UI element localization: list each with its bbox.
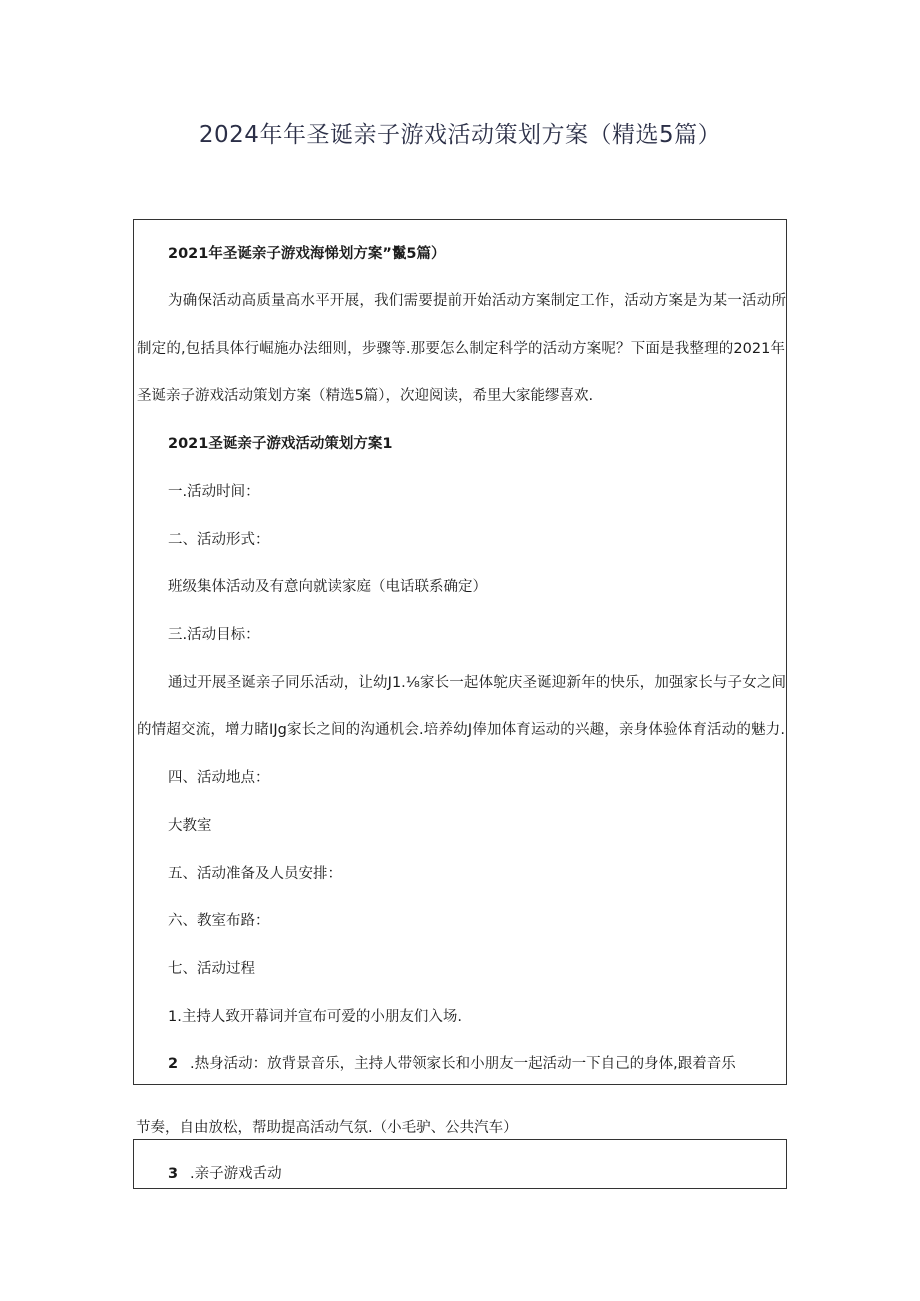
plan-heading: 2021圣诞亲子游戏活动策划方案1 <box>168 436 393 452</box>
process-step-2 <box>168 1054 736 1074</box>
process-step-3-number: 3 <box>168 1166 179 1182</box>
process-step-1: 1.主持人致开幕词并宣布可爱的小朋友们入场. <box>168 1009 462 1025</box>
intro-paragraph-line-2: 制定的,包括具体行崛施办法细则，步骤等.那要怎么制定科学的活动方案呢？下面是我整理的2021年 <box>137 341 785 357</box>
document-subtitle: 2021年圣诞亲子游戏海悌划方案”鬣5篇） <box>168 246 446 262</box>
section-heading-time: 一.活动时间： <box>168 484 260 500</box>
content-box <box>133 219 787 1085</box>
section-heading-layout: 六、教室布路： <box>168 913 270 929</box>
content-box-continued <box>133 1139 787 1189</box>
section-heading-process: 七、活动过程 <box>168 961 255 977</box>
goal-paragraph-line-1: 通过开展圣诞亲子同乐活动，让幼J1.⅛家长一起体鸵庆圣诞迎新年的快乐，加强家长与子女之间 <box>168 675 786 691</box>
section-heading-preparation: 五、活动准备及人员安排： <box>168 866 342 882</box>
process-step-2-number: 2 <box>168 1056 179 1072</box>
intro-paragraph-line-1: 为确保活动高质量高水平开展，我们需要提前开始活动方案制定工作，活动方案是为某一活动所 <box>168 293 786 309</box>
section-heading-place: 四、活动地点： <box>168 770 270 786</box>
form-description: 班级集体活动及有意向就读家庭（电话联系确定） <box>168 579 487 595</box>
process-step-3-text: .亲子游戏舌动 <box>190 1166 282 1182</box>
place-description: 大教室 <box>168 818 212 834</box>
intro-paragraph-line-3: 圣诞亲子游戏活动策划方案（精选5篇），次迎阅读，希里大家能缪喜欢. <box>137 388 594 404</box>
document-title: 2024年年圣诞亲子游戏活动策划方案（精选5篇） <box>198 122 722 148</box>
section-heading-form: 二、活动形式： <box>168 532 270 548</box>
goal-paragraph-line-2: 的情超交流，增力睹IJg家长之间的沟通机会.培养幼J俸加体育运动的兴趣，亲身体验体育活动的魅力. <box>137 722 785 738</box>
process-step-3 <box>168 1164 282 1184</box>
section-heading-goal: 三.活动目标： <box>168 627 260 643</box>
process-step-2-text: .热身活动：放背景音乐，主持人带领家长和小朋友一起活动一下自己的身体,跟着音乐 <box>190 1056 736 1072</box>
continuation-text: 节奏，自由放松，帮助提高活动气氛.（小毛驴、公共汽车） <box>136 1120 518 1136</box>
